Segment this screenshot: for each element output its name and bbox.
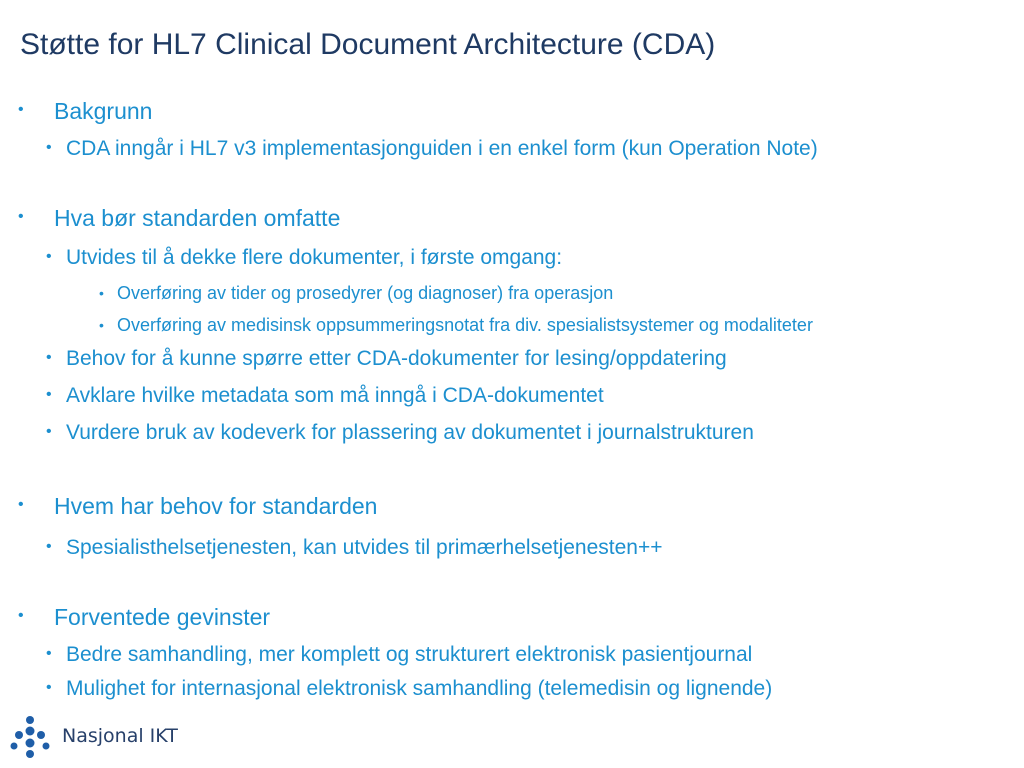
list-item: • Avklare hvilke metadata som må inngå i CDA-dokumentet	[46, 384, 604, 407]
list-item: • CDA inngår i HL7 v3 implementasjonguiden i en enkel form (kun Operation Note)	[46, 137, 818, 160]
list-item: • Vurdere bruk av kodeverk for plassering av dokumentet i journalstrukturen	[46, 421, 754, 444]
list-item: • Mulighet for internasjonal elektronisk samhandling (telemedisin og lignende)	[46, 677, 773, 700]
list-item: • Spesialisthelsetjenesten, kan utvides til primærhelsetjenesten++	[46, 536, 663, 559]
logo-text: Nasjonal IKT	[62, 725, 178, 747]
bullet-icon: •	[18, 208, 24, 225]
bullet-icon: •	[46, 349, 52, 366]
bullet-icon: •	[99, 317, 104, 333]
section-heading-bakgrunn: • Bakgrunn	[18, 98, 153, 124]
bullet-icon: •	[46, 645, 52, 662]
bullet-icon: •	[46, 679, 52, 696]
slide-title: Støtte for HL7 Clinical Document Architecture (CDA)	[20, 28, 716, 61]
list-item: • Bedre samhandling, mer komplett og strukturert elektronisk pasientjournal	[46, 643, 753, 666]
bullet-icon: •	[99, 285, 104, 301]
bullet-icon: •	[46, 248, 52, 265]
nasjonal-ikt-logo	[8, 714, 188, 760]
sub-list-item: • Overføring av medisinsk oppsummeringsnotat fra div. spesialistsystemer og modaliteter	[99, 315, 813, 335]
section-heading-behov: • Hvem har behov for standarden	[18, 493, 378, 519]
list-item: • Utvides til å dekke flere dokumenter, i første omgang:	[46, 246, 563, 269]
list-item: • Behov for å kunne spørre etter CDA-dokumenter for lesing/oppdatering	[46, 347, 727, 370]
bullet-icon: •	[18, 607, 24, 624]
bullet-icon: •	[46, 538, 52, 555]
sub-list-item: • Overføring av tider og prosedyrer (og diagnoser) fra operasjon	[99, 283, 614, 303]
bullet-icon: •	[46, 139, 52, 156]
bullet-icon: •	[46, 423, 52, 440]
section-heading-omfang: • Hva bør standarden omfatte	[18, 205, 341, 231]
bullet-icon: •	[18, 496, 24, 513]
section-heading-gevinster: • Forventede gevinster	[18, 604, 271, 630]
bullet-icon: •	[18, 101, 24, 118]
bullet-icon: •	[46, 386, 52, 403]
logo-dots-icon	[8, 714, 56, 760]
